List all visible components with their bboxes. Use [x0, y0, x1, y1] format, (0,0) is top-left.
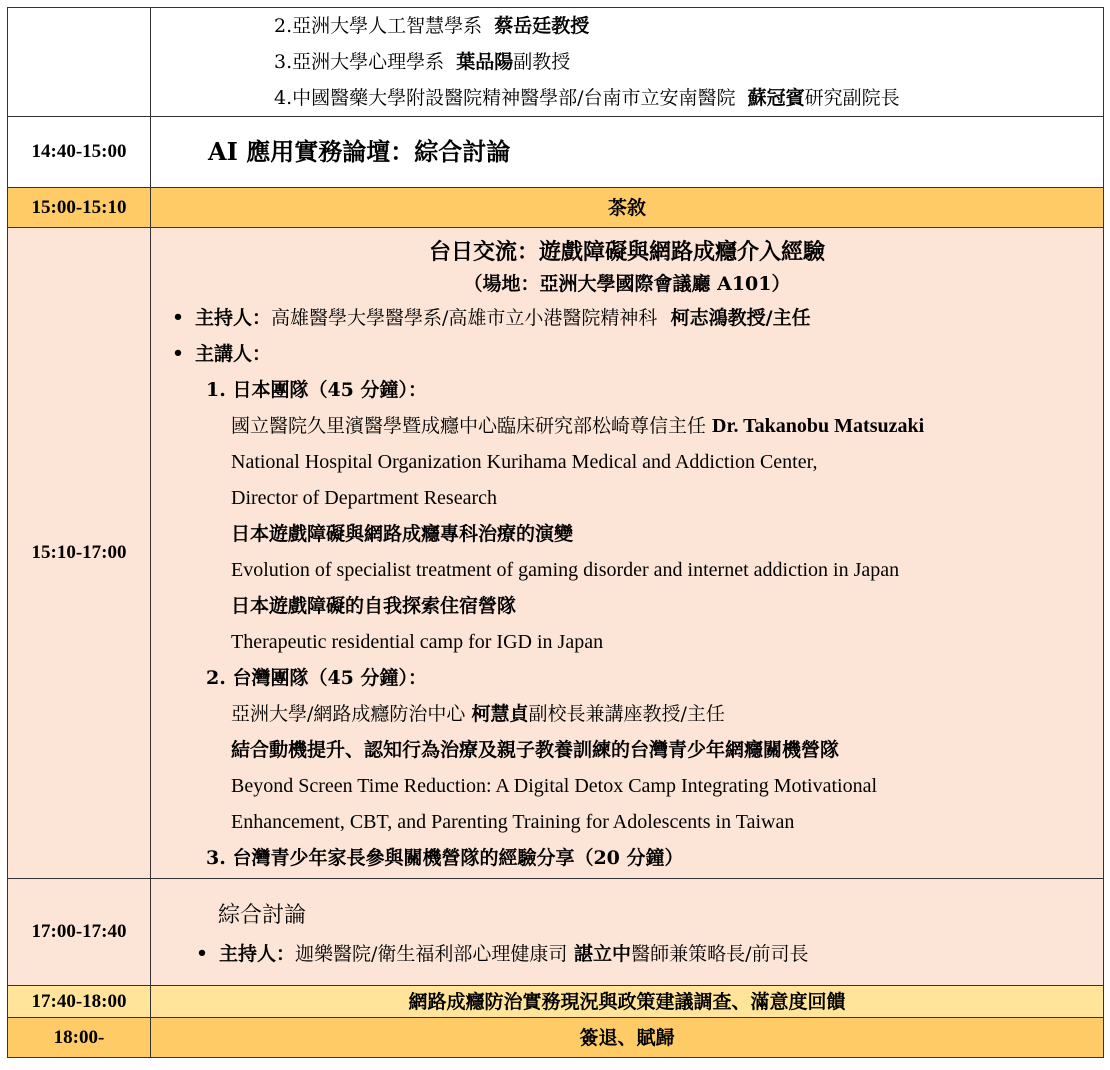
agenda-row-survey [8, 986, 1104, 1018]
signout-title: 簽退、賦歸 [579, 1026, 675, 1049]
agenda-row-general-discussion [8, 879, 1104, 986]
team-line [151, 696, 1103, 732]
talk-title-zh: 結合動機提升、認知行為治療及親子教養訓練的台灣青少年網癮關機營隊 [231, 739, 840, 761]
speaker-name: 柯慧貞 [471, 703, 529, 725]
time-cell: 14:40-15:00 [8, 117, 151, 188]
content-cell [151, 117, 1104, 188]
speaker-number: 4. [274, 87, 293, 109]
agenda-row-taiwan-japan-session [8, 228, 1104, 879]
team-line: Director of Department Research [231, 487, 497, 509]
content-cell [151, 1018, 1104, 1058]
content-cell [151, 879, 1104, 986]
moderator-name: 諶立中 [574, 943, 632, 965]
speaker-name: 蘇冠賓 [747, 87, 805, 109]
talk-title-en: Beyond Screen Time Reduction: A Digital Detox Camp Integrating Motivational [231, 775, 878, 797]
session-venue: （場地：亞洲大學國際會議廳 A101） [463, 273, 791, 295]
speaker-name: 蔡岳廷 [494, 15, 552, 37]
speaker-affiliation: 亞洲大學人工智慧學系 [292, 15, 483, 37]
speaker-name-en: Dr. Takanobu Matsuzaki [712, 415, 925, 437]
speaker-title: 副校長兼講座教授/主任 [528, 703, 725, 725]
session-title: AI 應用實務論壇：綜合討論 [208, 137, 511, 166]
content-cell [151, 228, 1104, 879]
moderator-title: 醫師兼策略長/前司長 [631, 943, 809, 965]
content-cell [151, 188, 1104, 228]
time-cell: 18:00- [8, 1018, 151, 1058]
moderator-label: 主持人： [195, 307, 272, 329]
team-heading-japan: 1. 日本團隊（45 分鐘）： [206, 379, 428, 401]
speaker-affiliation: 亞洲大學/網路成癮防治中心 [231, 703, 472, 725]
speaker-name: 葉品陽 [456, 51, 514, 73]
speaker-title: 副教授 [513, 51, 571, 73]
time-cell: 17:00-17:40 [8, 879, 151, 986]
team-heading-taiwan: 2. 台灣團隊（45 分鐘）： [206, 667, 428, 689]
moderator-label: 主持人： [219, 943, 296, 965]
agenda-table [7, 7, 1104, 1058]
moderator-item [151, 300, 1103, 336]
content-cell [151, 986, 1104, 1018]
team-heading-parents: 3. 台灣青少年家長參與關機營隊的經驗分享（20 分鐘） [206, 847, 684, 869]
survey-title: 網路成癮防治實務現況與政策建議調查、滿意度回饋 [408, 990, 846, 1013]
moderator-affiliation: 迦樂醫院/衛生福利部心理健康司 [295, 943, 568, 965]
time-cell: 15:00-15:10 [8, 188, 151, 228]
bullet-icon: • [172, 343, 184, 364]
speaker-title: 教授 [551, 15, 590, 37]
talk-title-en: Therapeutic residential camp for IGD in Japan [231, 631, 604, 653]
speaker-affiliation: 國立醫院久里濱醫學暨成癮中心臨床研究部松崎尊信主任 [231, 415, 713, 437]
talk-title-en: Evolution of specialist treatment of gaming disorder and internet addiction in Japan [231, 559, 900, 581]
agenda-row-tea-break [8, 188, 1104, 228]
speaker-number: 2. [274, 15, 293, 37]
session-title: 台日交流：遊戲障礙與網路成癮介入經驗 [428, 239, 825, 265]
agenda-row-sign-out [8, 1018, 1104, 1058]
speaker-item [274, 8, 1103, 44]
time-cell [8, 8, 151, 117]
session-title: 綜合討論 [218, 903, 307, 928]
speaker-number: 3. [274, 51, 293, 73]
content-cell [151, 8, 1104, 117]
moderator-name: 柯志鴻教授/主任 [670, 307, 811, 329]
talk-title-zh: 日本遊戲障礙的自我探索住宿營隊 [231, 595, 517, 617]
bullet-icon: • [196, 943, 208, 964]
moderator-affiliation: 高雄醫學大學醫學系/高雄市立小港醫院精神科 [271, 307, 658, 329]
time-cell: 15:10-17:00 [8, 228, 151, 879]
speaker-affiliation: 亞洲大學心理學系 [292, 51, 445, 73]
break-title: 茶敘 [607, 196, 646, 219]
time-cell: 17:40-18:00 [8, 986, 151, 1018]
speaker-list [151, 8, 1103, 116]
team-line: National Hospital Organization Kurihama Medical and Addiction Center, [231, 451, 818, 473]
bullet-icon: • [172, 307, 184, 328]
moderator-item [151, 935, 1103, 981]
speaker-item [274, 80, 1103, 116]
talk-title-zh: 日本遊戲障礙與網路成癮專科治療的演變 [231, 523, 574, 545]
agenda-row-ai-discussion [8, 117, 1104, 188]
agenda-row-speakers-continued [8, 8, 1104, 117]
speaker-affiliation: 中國醫藥大學附設醫院精神醫學部/台南市立安南醫院 [292, 87, 736, 109]
speaker-item [274, 44, 1103, 80]
team-line [151, 408, 1103, 444]
speakers-heading [151, 336, 1103, 372]
speakers-label: 主講人： [195, 343, 272, 365]
talk-title-en: Enhancement, CBT, and Parenting Training for Adolescents in Taiwan [231, 811, 795, 833]
speaker-title: 研究副院長 [804, 87, 900, 109]
